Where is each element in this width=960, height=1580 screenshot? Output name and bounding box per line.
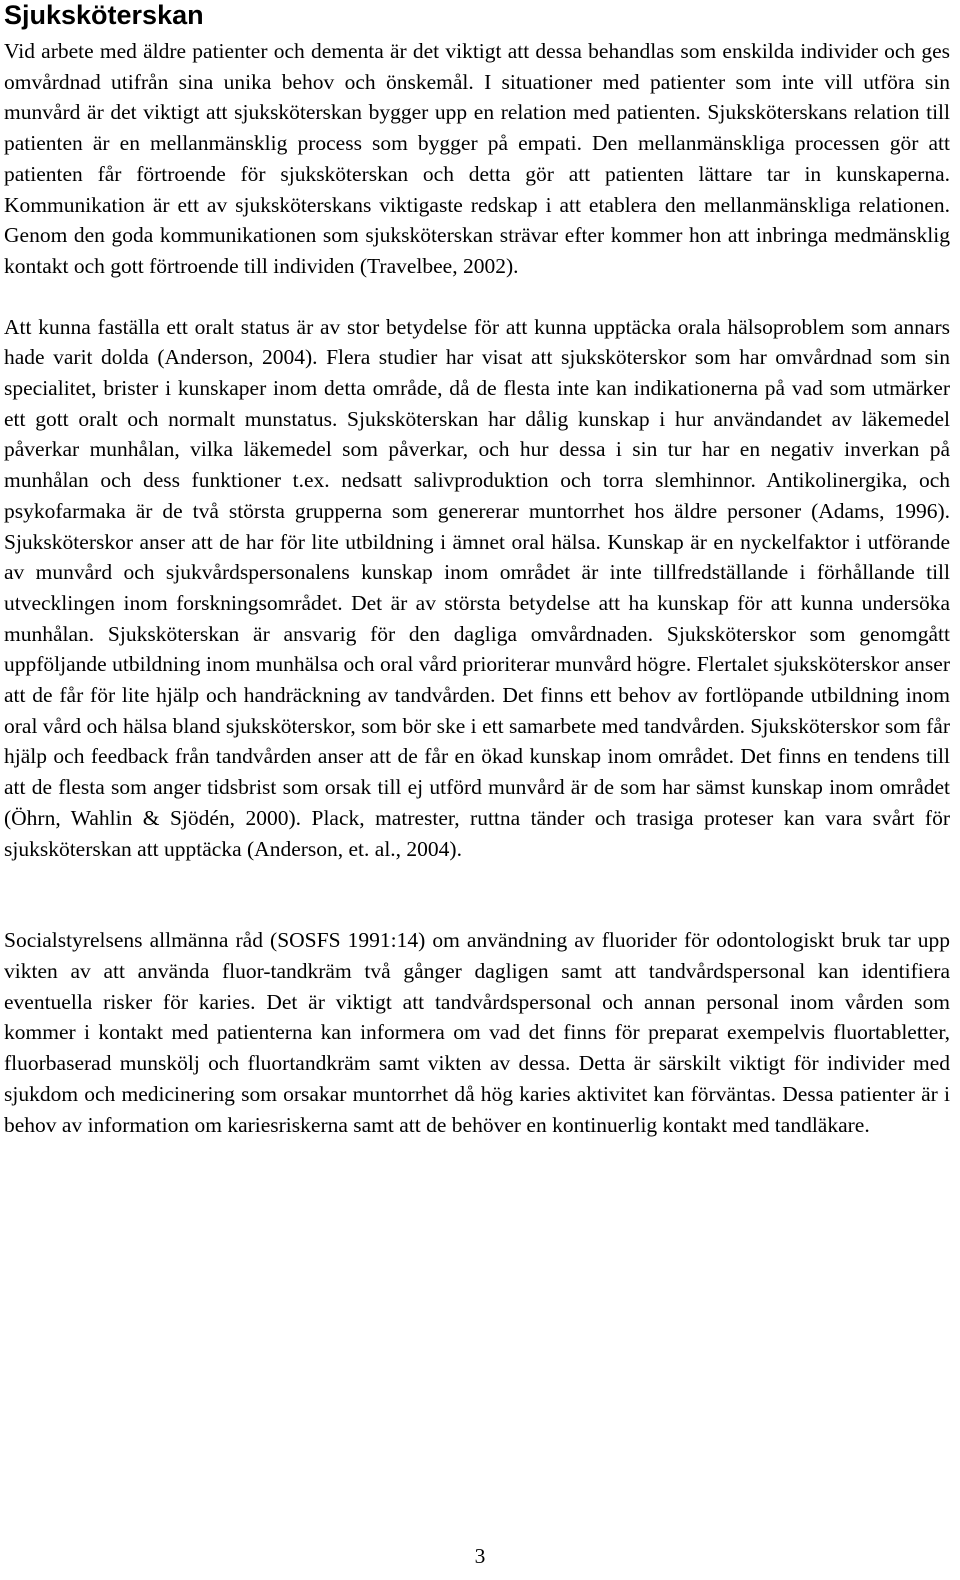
paragraph-oral-status: Att kunna faställa ett oralt status är av stor betydelse för att kunna upptäcka orala hälsoproblem som annars hade varit dolda (Anderson, 2004). Flera studier har visat att sjuksköterskor som har omvårdnad som sin specialitet, brister i kunskaper inom detta område, då de flesta inte kan indikationerna på vad som utmärker ett gott oralt och normalt munstatus. Sjuksköterskan har dålig kunskap i hur användandet av läkemedel påverkar munhålan, vilka läkemedel som påverkar, och hur dessa i sin tur har en negativ inverkan på munhålan och dess funktioner t.ex. nedsatt salivproduktion och torra slemhinnor. Antikolinergika, och psykofarmaka är de två största grupperna som genererar muntorrhet hos äldre personer (Adams, 1996). Sjuksköterskor anser att de har för lite utbildning i ämnet oral hälsa. Kunskap är en nyckelfaktor i utförande av munvård och sjukvårdspersonalens kunskap inom området är inte tillfredställande i förhållande till utvecklingen inom forskningsområdet. Det är av största betydelse att ha kunskap för att kunna undersöka munhålan. Sjuksköterskan är ansvarig för den dagliga omvårdnaden. Sjuksköterskor som genomgått uppföljande utbildning inom munhälsa och oral vård prioriterar munvård högre. Flertalet sjuksköterskor anser att de får för lite hjälp och handräckning av tandvården. Det finns ett behov av fortlöpande utbildning inom oral vård och hälsa bland sjuksköterskor, som bör ske i ett samarbete med tandvården. Sjuksköterskor som får hjälp och feedback från tandvården anser att de får en ökad kunskap inom området. Det finns en tendens till att de flesta som anger tidsbrist som orsak till ej utförd munvård är de som har sämst kunskap inom området (Öhrn, Wahlin & Sjödén, 2000). Plack, matrester, ruttna tänder och trasiga proteser kan vara svårt för sjuksköterskan att upptäcka (Anderson, et. al., 2004).	[4, 314, 950, 861]
section-heading: Sjuksköterskan	[4, 0, 204, 30]
page-number: 3	[474, 1544, 486, 1568]
paragraph-nurse-relation: Vid arbete med äldre patienter och dementa är det viktigt att dessa behandlas som enskilda individer och ges omvårdnad utifrån sina unika behov och önskemål. I situationer med patienter som inte vill utföra sin munvård är det viktigt att sjuksköterskan bygger upp en relation med patienten. Sjuksköterskans relation till patienten är en mellanmänsklig process som bygger på empati. Den mellanmänskliga processen gör att patienten får förtroende för sjuksköterskan och detta gör att patienten lättare tar in kunskaperna. Kommunikation är ett av sjuksköterskans viktigaste redskap i att etablera den mellanmänskliga relationen. Genom den goda kommunikationen som sjuksköterskan strävar efter kommer hon att inbringa medmänsklig kontakt och gott förtroende till individen (Travelbee, 2002).	[4, 39, 950, 278]
document-page	[4, 0, 950, 1140]
paragraph-fluoride-advice: Socialstyrelsens allmänna råd (SOSFS 1991:14) om användning av fluorider för odontologiskt bruk tar upp vikten av att använda fluor-tandkräm två gånger dagligen samt att tandvårdspersonal kan identifiera eventuella risker för karies. Det är viktigt att tandvårdspersonal och annan personal inom vården som kommer i kontakt med patienterna kan informera om vad det finns för preparat exempelvis fluortabletter, fluorbaserad munskölj och fluortandkräm samt vikten av dessa. Detta är särskilt viktigt för individer med sjukdom och medicinering som orsakar muntorrhet då hög karies aktivitet kan förväntas. Dessa patienter är i behov av information om kariesriskerna samt att de behöver en kontinuerlig kontakt med tandläkare.	[4, 928, 950, 1137]
